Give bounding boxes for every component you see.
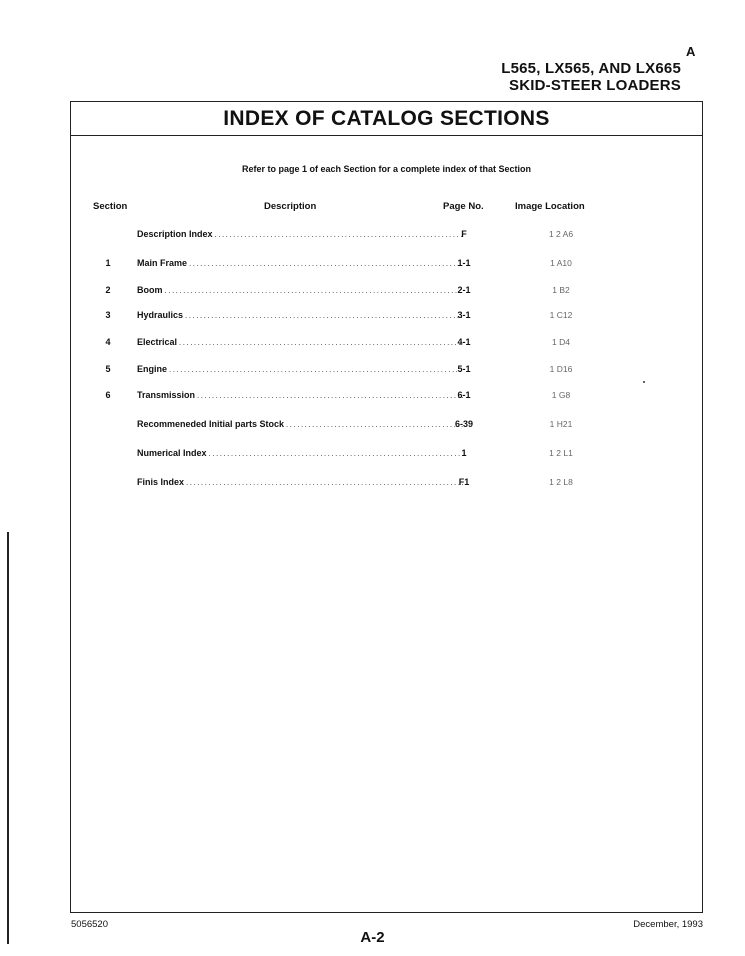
row-description-label: Hydraulics [137, 310, 184, 320]
row-section: 5 [105, 364, 111, 374]
row-section: 4 [105, 337, 111, 347]
row-description [137, 390, 463, 400]
column-header-image-location: Image Location [515, 201, 585, 212]
row-description-label: Engine [137, 364, 168, 374]
leader-dots [189, 259, 463, 268]
row-description-label: Description Index [137, 229, 213, 239]
column-header-page-no: Page No. [443, 201, 484, 212]
row-section: 2 [105, 285, 111, 295]
row-description [137, 364, 463, 374]
index-row [71, 390, 702, 404]
row-image-location: 1 G8 [551, 390, 571, 400]
row-page: 1-1 [457, 258, 471, 268]
row-description-label: Electrical [137, 337, 178, 347]
model-line: L565, LX565, AND LX665 [501, 60, 681, 77]
index-row [71, 448, 702, 462]
row-image-location: 1 2 A6 [548, 229, 574, 239]
row-image-location: 1 B2 [552, 285, 570, 295]
row-description [137, 337, 463, 347]
instruction-text: Refer to page 1 of each Section for a complete index of that Section [241, 164, 532, 174]
column-header-section: Section [93, 201, 128, 212]
row-page: 5-1 [457, 364, 471, 374]
row-section: 1 [105, 258, 111, 268]
row-description-label: Main Frame [137, 258, 188, 268]
index-frame [70, 101, 703, 913]
row-page: 4-1 [457, 337, 471, 347]
index-row [71, 285, 702, 299]
doc-number: 5056520 [71, 919, 108, 930]
row-page: F [461, 229, 467, 239]
row-image-location: 1 H21 [549, 419, 573, 429]
row-page: F1 [458, 477, 470, 487]
row-description-label: Recommeneded Initial parts Stock [137, 419, 285, 429]
scan-speck [643, 381, 645, 383]
leader-dots [186, 478, 463, 487]
index-row [71, 229, 702, 243]
row-image-location: 1 2 L8 [549, 477, 573, 487]
index-row [71, 477, 702, 491]
row-page: 2-1 [457, 285, 471, 295]
row-description [137, 477, 463, 487]
row-image-location: 1 D16 [549, 364, 573, 374]
row-image-location: 1 C12 [549, 310, 573, 320]
index-row [71, 310, 702, 324]
column-header-description: Description [264, 201, 317, 212]
leader-dots [286, 420, 463, 429]
row-description [137, 310, 463, 320]
row-page: 6-1 [457, 390, 471, 400]
index-row [71, 419, 702, 433]
row-page: 6-39 [454, 419, 473, 429]
row-image-location: 1 A10 [550, 258, 572, 268]
leader-dots [169, 365, 463, 374]
index-row [71, 258, 702, 272]
row-page: 1 [461, 448, 467, 458]
leader-dots [185, 311, 463, 320]
row-description [137, 229, 463, 239]
scan-edge-line [7, 532, 9, 944]
row-description [137, 258, 463, 268]
row-description [137, 419, 463, 429]
index-row [71, 364, 702, 378]
publication-date: December, 1993 [633, 919, 703, 930]
row-image-location: 1 D4 [552, 337, 570, 347]
row-description-label: Numerical Index [137, 448, 207, 458]
machine-line: SKID-STEER LOADERS [509, 77, 681, 94]
row-section: 3 [105, 310, 111, 320]
page-number: A-2 [360, 929, 385, 946]
row-description [137, 285, 463, 295]
row-section: 6 [105, 390, 111, 400]
leader-dots [215, 230, 463, 239]
row-page: 3-1 [457, 310, 471, 320]
row-description-label: Finis Index [137, 477, 185, 487]
leader-dots [179, 338, 463, 347]
leader-dots [165, 286, 464, 295]
index-row [71, 337, 702, 351]
leader-dots [197, 391, 463, 400]
corner-letter: A [686, 44, 696, 59]
row-image-location: 1 2 L1 [549, 448, 573, 458]
page-title: INDEX OF CATALOG SECTIONS [71, 102, 702, 136]
row-description-label: Boom [137, 285, 163, 295]
leader-dots [209, 449, 463, 458]
row-description [137, 448, 463, 458]
row-description-label: Transmission [137, 390, 196, 400]
